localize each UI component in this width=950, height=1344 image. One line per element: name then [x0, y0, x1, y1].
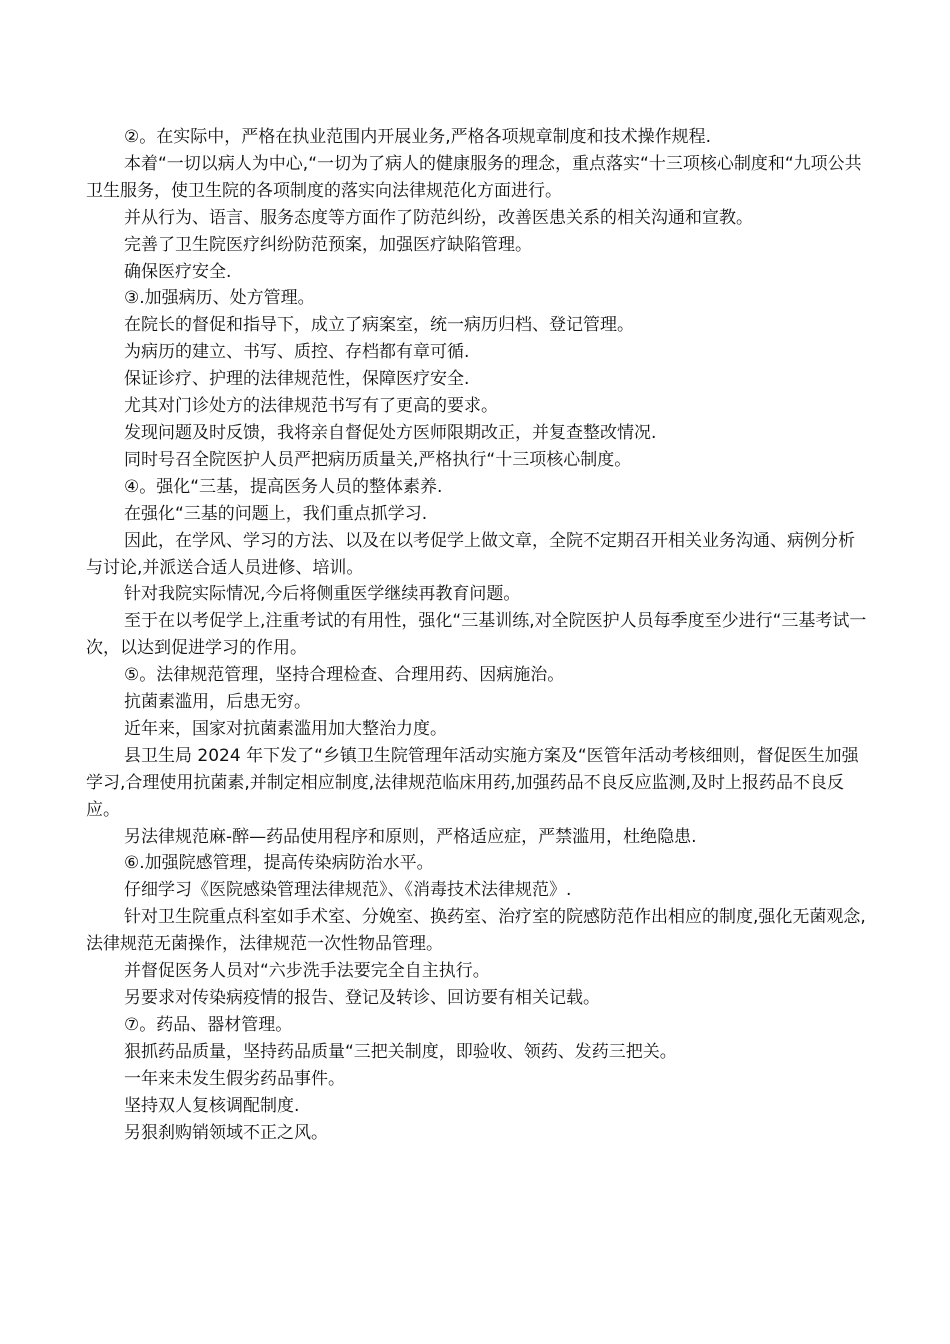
paragraph: 狠抓药品质量，坚持药品质量“三把关制度，即验收、领药、发药三把关。: [124, 1041, 677, 1062]
paragraph: 同时号召全院医护人员严把病历质量关,严格执行“十三项核心制度。: [124, 449, 632, 470]
paragraph: 为病历的建立、书写、质控、存档都有章可循.: [124, 342, 470, 363]
paragraph: ②。在实际中，严格在执业范围内开展业务,严格各项规章制度和技术操作规程.: [124, 127, 712, 147]
section-heading: ⑦。药品、器材管理。: [124, 1014, 293, 1035]
paragraph: 另狠刹购销领域不正之风。: [124, 1122, 328, 1143]
paragraph: 另法律规范麻-醉—药品使用程序和原则，严格适应症，严禁滥用，杜绝隐患.: [124, 826, 697, 847]
paragraph: 保证诊疗、护理的法律规范性，保障医疗安全.: [124, 369, 470, 390]
paragraph: 针对我院实际情况,今后将侧重医学继续再教育问题。: [124, 584, 521, 605]
paragraph: 另要求对传染病疫情的报告、登记及转诊、回访要有相关记载。: [124, 988, 600, 1008]
paragraph: 并从行为、语言、服务态度等方面作了防范纠纷，改善医患关系的相关沟通和宣教。: [124, 207, 753, 228]
paragraph: 抗菌素滥用，后患无穷。: [124, 692, 311, 713]
paragraph: 因此，在学风、学习的方法、以及在以考促学上做文章，全院不定期召开相关业务沟通、病例分析与讨论,并派送合适人员进修、培训。: [86, 530, 855, 578]
section-heading: ⑥.加强院感管理，提高传染病防治水平。: [124, 853, 434, 874]
paragraph: 针对卫生院重点科室如手术室、分娩室、换药室、治疗室的院感防范作出相应的制度,强化无菌观念,法律规范无菌操作，法律规范一次性物品管理。: [86, 907, 866, 955]
section-heading: ④。强化“三基，提高医务人员的整体素养.: [124, 476, 443, 497]
paragraph: 在院长的督促和指导下，成立了病案室，统一病历归档、登记管理。: [124, 315, 634, 336]
paragraph: 完善了卫生院医疗纠纷防范预案，加强医疗缺陷管理。: [124, 234, 532, 255]
paragraph: 并督促医务人员对“六步洗手法要完全自主执行。: [124, 961, 490, 982]
section-heading: ⑤。法律规范管理，坚持合理检查、合理用药、因病施治。: [124, 665, 565, 686]
paragraph: 本着“一切以病人为中心,“一切为了病人的健康服务的理念，重点落实“十三项核心制度和“九项公共卫生服务，使卫生院的各项制度的落实向法律规范化方面进行。: [86, 153, 862, 201]
paragraph: 一年来未发生假劣药品事件。: [124, 1068, 345, 1089]
document-body: [86, 124, 870, 1146]
paragraph: 坚持双人复核调配制度.: [124, 1095, 300, 1116]
paragraph: 县卫生局 2024 年下发了“乡镇卫生院管理年活动实施方案及“医管年活动考核细则，督促医生加强学习,合理使用抗菌素,并制定相应制度,法律规范临床用药,加强药品不良反应监测,及时上报药品不良反应。: [86, 745, 859, 820]
paragraph: 仔细学习《医院感染管理法律规范》、《消毒技术法律规范》.: [124, 880, 572, 901]
section-heading: ③.加强病历、处方管理。: [124, 288, 315, 309]
paragraph: 至于在以考促学上,注重考试的有用性，强化“三基训练,对全院医护人员每季度至少进行“三基考试一次，以达到促进学习的作用。: [86, 611, 867, 659]
paragraph: 尤其对门诊处方的法律规范书写有了更高的要求。: [124, 396, 498, 417]
paragraph: 近年来，国家对抗菌素滥用加大整治力度。: [124, 718, 447, 739]
paragraph: 在强化“三基的问题上，我们重点抓学习.: [124, 503, 428, 524]
paragraph: 确保医疗安全.: [124, 261, 232, 282]
paragraph: 发现问题及时反馈，我将亲自督促处方医师限期改正，并复查整改情况.: [124, 422, 657, 443]
